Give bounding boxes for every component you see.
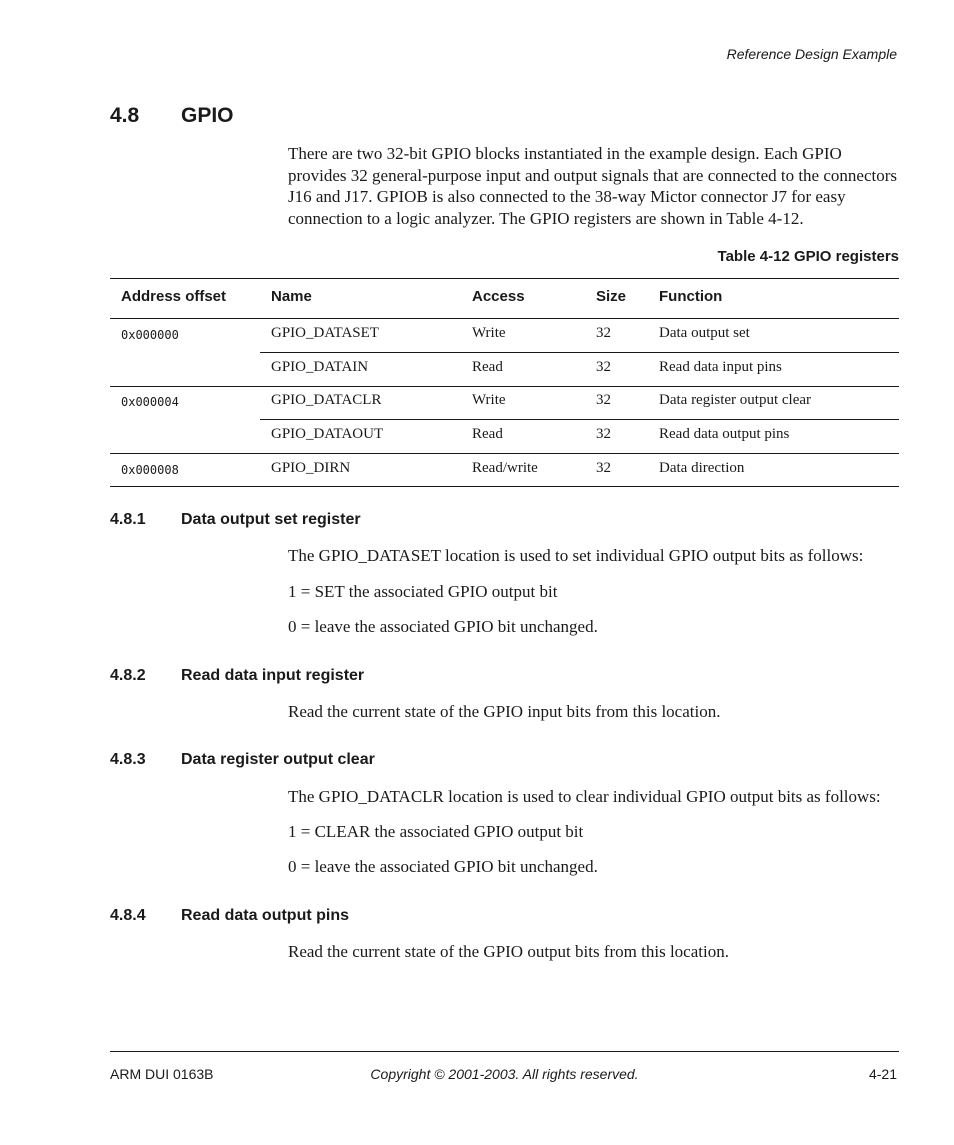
row-address: 0x000004 xyxy=(121,395,179,409)
row-size: 32 xyxy=(596,325,611,341)
copyright-notice: Copyright © 2001-2003. All rights reserved. xyxy=(370,1066,639,1082)
subsection-paragraph: 1 = CLEAR the associated GPIO output bit xyxy=(288,822,584,841)
subsection-paragraph: The GPIO_DATACLR location is used to clear individual GPIO output bits as follows: xyxy=(288,787,881,806)
section-title: GPIO xyxy=(181,104,234,127)
header-function: Function xyxy=(659,288,723,305)
row-function: Data register output clear xyxy=(659,392,812,408)
table-bottom-rule xyxy=(110,486,899,487)
section-number: 4.8 xyxy=(110,104,140,127)
row-size: 32 xyxy=(596,460,611,476)
header-name: Name xyxy=(271,288,312,305)
row-name: GPIO_DATAOUT xyxy=(271,426,384,442)
row-size: 32 xyxy=(596,426,611,442)
subsection-title: Read data output pins xyxy=(181,907,349,924)
subsection-number: 4.8.3 xyxy=(110,751,146,768)
subsection-paragraph: 0 = leave the associated GPIO bit unchanged. xyxy=(288,857,598,876)
subsection-title: Read data input register xyxy=(181,667,365,684)
subsection-paragraph: Read the current state of the GPIO output bits from this location. xyxy=(288,942,729,961)
subsection-number: 4.8.4 xyxy=(110,907,146,924)
group-divider xyxy=(110,386,899,387)
row-access: Read/write xyxy=(472,460,538,476)
subsection-paragraph: 0 = leave the associated GPIO bit unchanged. xyxy=(288,617,598,636)
running-header: Reference Design Example xyxy=(726,46,897,62)
table-top-rule xyxy=(110,278,899,279)
table-caption: Table 4-12 GPIO registers xyxy=(717,248,899,265)
subsection-paragraph: Read the current state of the GPIO input bits from this location. xyxy=(288,702,721,721)
row-access: Read xyxy=(472,426,503,442)
row-function: Read data output pins xyxy=(659,426,790,442)
row-function: Data direction xyxy=(659,460,745,476)
page-number: 4-21 xyxy=(868,1066,897,1082)
row-name: GPIO_DIRN xyxy=(271,460,351,476)
row-divider xyxy=(260,352,899,353)
subsection-paragraph: The GPIO_DATASET location is used to set individual GPIO output bits as follows: xyxy=(288,546,864,565)
subsection-paragraph: 1 = SET the associated GPIO output bit xyxy=(288,582,558,601)
subsection-number: 4.8.2 xyxy=(110,667,146,684)
row-access: Read xyxy=(472,359,503,375)
document-id: ARM DUI 0163B xyxy=(110,1066,214,1082)
footer-rule xyxy=(110,1051,899,1052)
row-function: Data output set xyxy=(659,325,750,341)
subsection-number: 4.8.1 xyxy=(110,511,146,528)
header-size: Size xyxy=(596,288,627,305)
header-bottom-rule xyxy=(110,318,899,319)
row-access: Write xyxy=(472,325,506,341)
row-name: GPIO_DATACLR xyxy=(271,392,382,408)
row-size: 32 xyxy=(596,392,611,408)
row-divider xyxy=(260,419,899,420)
row-function: Read data input pins xyxy=(659,359,782,375)
row-access: Write xyxy=(472,392,506,408)
intro-paragraph: There are two 32-bit GPIO blocks instantiated in the example design. Each GPIO provides 32 general-purpose input and output signals that are connected to the connectors J16 and J17. GPIOB is also connected to the 38-way Mictor connector J7 for easy connection to a logic analyzer. The GPIO registers are shown in Table 4-12. xyxy=(288,144,897,228)
row-address: 0x000008 xyxy=(121,463,179,477)
row-name: GPIO_DATASET xyxy=(271,325,379,341)
subsection-title: Data register output clear xyxy=(181,751,375,768)
row-name: GPIO_DATAIN xyxy=(271,359,369,375)
header-address-offset: Address offset xyxy=(121,288,227,305)
row-size: 32 xyxy=(596,359,611,375)
header-access: Access xyxy=(472,288,525,305)
row-address: 0x000000 xyxy=(121,328,179,342)
group-divider xyxy=(110,453,899,454)
subsection-title: Data output set register xyxy=(181,511,361,528)
